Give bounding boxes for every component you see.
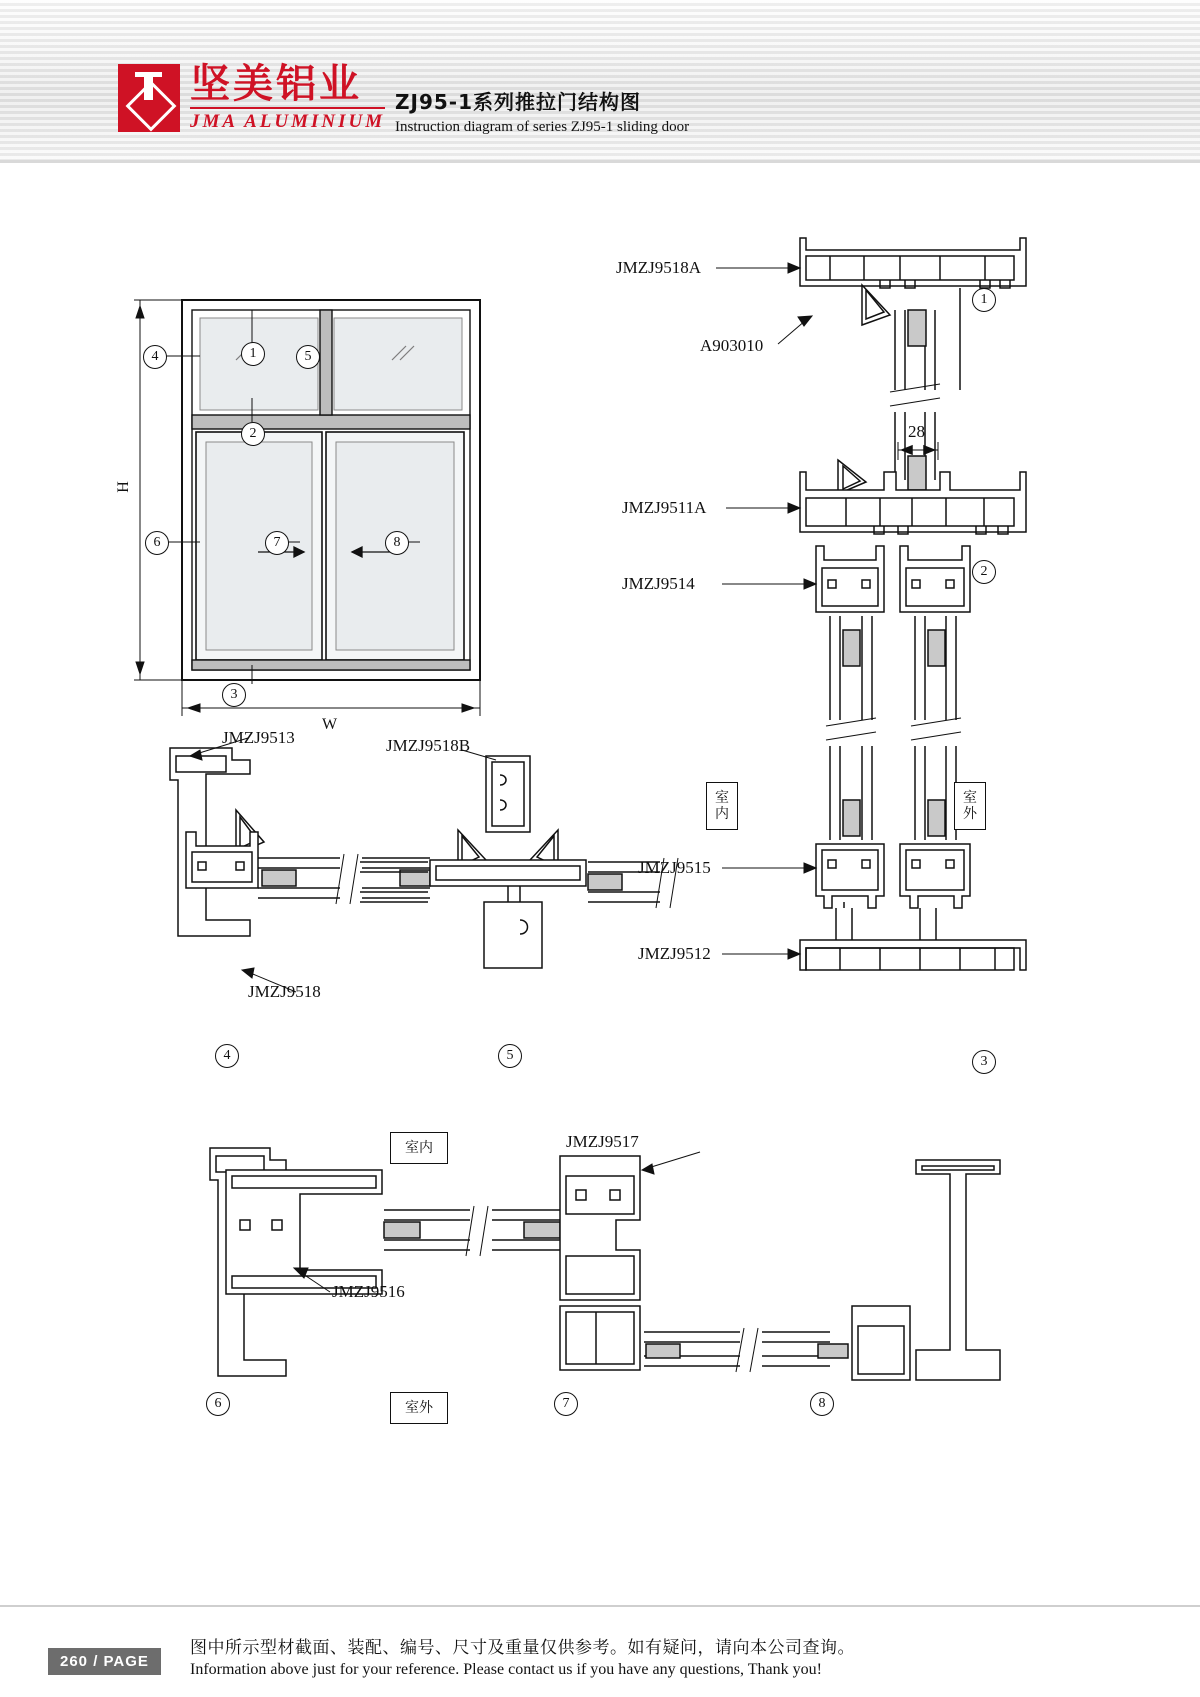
footer-note-en: Information above just for your reference. Please contact us if you have any questions, Thank you! — [190, 1661, 822, 1678]
dimension-28: 28 — [908, 422, 925, 441]
page-title — [395, 86, 689, 136]
elevation-callout-1: 1 — [241, 342, 265, 366]
page-footer — [0, 1605, 1200, 1697]
footer-note — [190, 1633, 855, 1679]
section-number-5: 5 — [498, 1044, 522, 1068]
part-label-jmzj9516: JMZJ9516 — [332, 1282, 405, 1301]
elevation-callout-4: 4 — [143, 345, 167, 369]
section-number-6: 6 — [206, 1392, 230, 1416]
section-number-2: 2 — [972, 560, 996, 584]
section-number-1: 1 — [972, 288, 996, 312]
section-number-7: 7 — [554, 1392, 578, 1416]
jma-logo-icon — [118, 64, 180, 132]
brand-name-en: JMA ALUMINIUM — [190, 107, 385, 133]
title-cn: ZJ95-1系列推拉门结构图 — [395, 90, 641, 114]
section-number-8: 8 — [810, 1392, 834, 1416]
elevation-callout-8: 8 — [385, 531, 409, 555]
part-label-jmzj9518b: JMZJ9518B — [386, 736, 471, 755]
page-number-badge: 260 / PAGE — [48, 1648, 161, 1675]
footer-note-cn: 图中所示型材截面、装配、编号、尺寸及重量仅供参考。如有疑问，请向本公司查询。 — [190, 1638, 855, 1658]
elevation-callout-6: 6 — [145, 531, 169, 555]
part-label-jmzj9511a: JMZJ9511A — [622, 498, 707, 517]
indoor-label-bottom: 室内 — [390, 1132, 448, 1164]
part-label-jmzj9518a: JMZJ9518A — [616, 258, 702, 277]
part-label-jmzj9515: JMZJ9515 — [638, 858, 711, 877]
page-header — [0, 0, 1200, 163]
outdoor-label-bottom: 室外 — [390, 1392, 448, 1424]
indoor-label-section23: 室内 — [706, 782, 738, 830]
part-label-jmzj9518: JMZJ9518 — [248, 982, 321, 1001]
brand-name-cn: 坚美铝业 — [190, 61, 362, 107]
section-number-3: 3 — [972, 1050, 996, 1074]
part-label-jmzj9514: JMZJ9514 — [622, 574, 695, 593]
outdoor-label-section23: 室外 — [954, 782, 986, 830]
part-label-jmzj9513: JMZJ9513 — [222, 728, 295, 747]
section-number-4: 4 — [215, 1044, 239, 1068]
elevation-callout-2: 2 — [241, 422, 265, 446]
technical-drawing — [0, 160, 1200, 1607]
dimension-width-label: W — [322, 716, 338, 733]
part-label-a903010: A903010 — [700, 336, 764, 355]
elevation-callout-3: 3 — [222, 683, 246, 707]
elevation-callout-7: 7 — [265, 531, 289, 555]
title-en: Instruction diagram of series ZJ95-1 sliding door — [395, 119, 690, 135]
part-label-jmzj9517: JMZJ9517 — [566, 1132, 639, 1151]
dimension-height-label: H — [114, 481, 132, 493]
part-label-jmzj9512: JMZJ9512 — [638, 944, 711, 963]
drawing-sheet — [0, 160, 1200, 1607]
elevation-callout-5: 5 — [296, 345, 320, 369]
brand-text — [190, 62, 385, 133]
brand-logo — [118, 62, 385, 133]
